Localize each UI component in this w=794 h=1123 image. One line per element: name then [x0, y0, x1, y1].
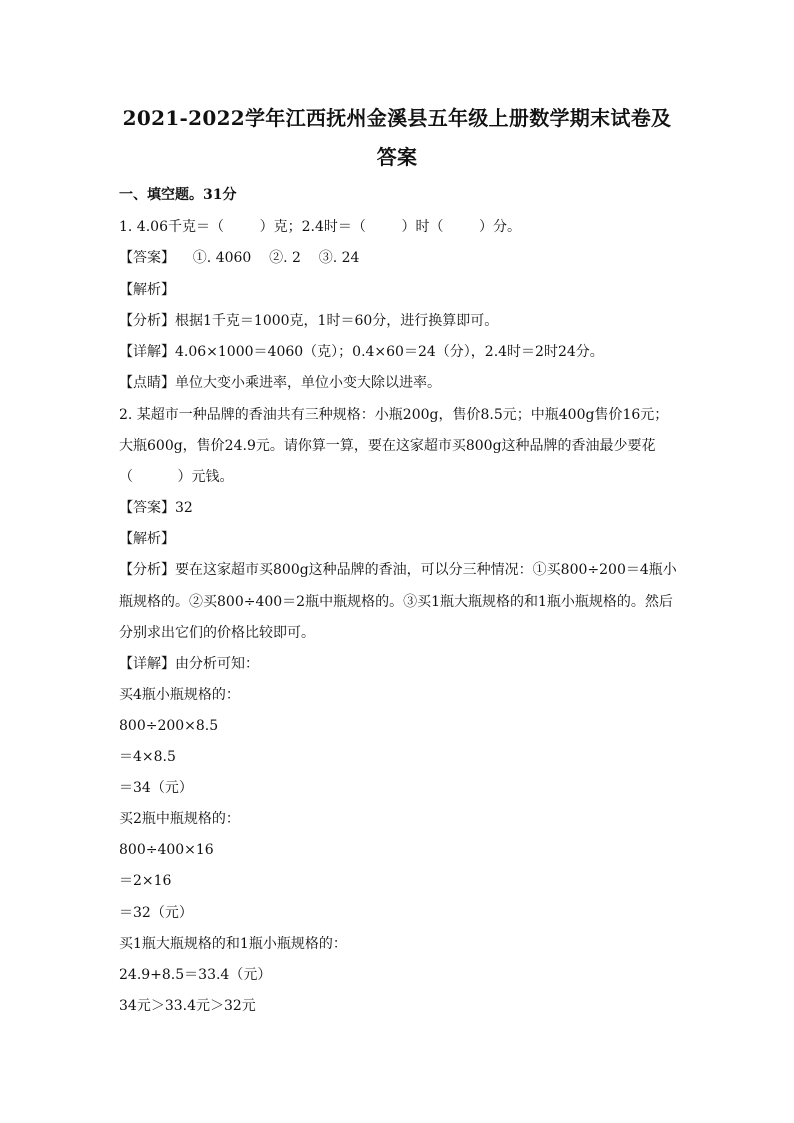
- question-1-answer: 【答案】 ①. 4060 ②. 2 ③. 24: [119, 250, 360, 266]
- question-2-xiangjie: 【详解】由分析可知：: [119, 656, 259, 672]
- question-2-answer: 【答案】32: [119, 500, 193, 516]
- solution-step: ＝4×8.5: [119, 749, 176, 765]
- solution-step: 34元＞33.4元＞32元: [119, 998, 256, 1014]
- question-1-analysis-label: 【解析】: [119, 282, 175, 298]
- solution-step: 800÷200×8.5: [119, 718, 219, 734]
- question-1-fenxi: 【分析】根据1千克＝1000克，1时＝60分，进行换算即可。: [119, 313, 499, 329]
- solution-step: ＝32（元）: [119, 905, 193, 921]
- question-1-text: 1. 4.06千克＝（ ）克；2.4时＝（ ）时（ ）分。: [119, 219, 522, 235]
- question-2-text-line-3: （ ）元钱。: [119, 469, 234, 485]
- question-2-fenxi-line-2: 瓶规格的。②买800÷400＝2瓶中瓶规格的。③买1瓶大瓶规格的和1瓶小瓶规格的。然后: [119, 594, 673, 610]
- solution-step: 买2瓶中瓶规格的：: [119, 811, 240, 827]
- section-heading: 一、填空题。31分: [119, 187, 237, 203]
- document-title-line-1: 2021-2022学年江西抚州金溪县五年级上册数学期末试卷及: [122, 106, 672, 130]
- question-2-text-line-2: 大瓶600g，售价24.9元。请你算一算，要在这家超市买800g这种品牌的香油最少要花: [119, 438, 656, 454]
- question-1-xiangjie: 【详解】4.06×1000＝4060（克）；0.4×60＝24（分），2.4时＝2时24分。: [119, 344, 604, 360]
- solution-step: 买4瓶小瓶规格的：: [119, 687, 240, 703]
- solution-step: ＝2×16: [119, 873, 172, 889]
- question-2-analysis-label: 【解析】: [119, 531, 175, 547]
- question-1-dianjing: 【点睛】单位大变小乘进率，单位小变大除以进率。: [119, 375, 441, 391]
- solution-step: 24.9+8.5＝33.4（元）: [119, 967, 272, 983]
- solution-step: 800÷400×16: [119, 842, 214, 858]
- question-2-text-line-1: 2. 某超市一种品牌的香油共有三种规格：小瓶200g，售价8.5元；中瓶400g售价16元；: [119, 407, 669, 423]
- question-2-fenxi-line-1: 【分析】要在这家超市买800g这种品牌的香油，可以分三种情况：①买800÷200＝4瓶小: [119, 562, 677, 578]
- solution-step: ＝34（元）: [119, 780, 193, 796]
- document-title-line-2: 答案: [376, 145, 418, 169]
- question-2-fenxi-line-3: 分别求出它们的价格比较即可。: [119, 625, 315, 641]
- solution-step: 买1瓶大瓶规格的和1瓶小瓶规格的：: [119, 936, 347, 952]
